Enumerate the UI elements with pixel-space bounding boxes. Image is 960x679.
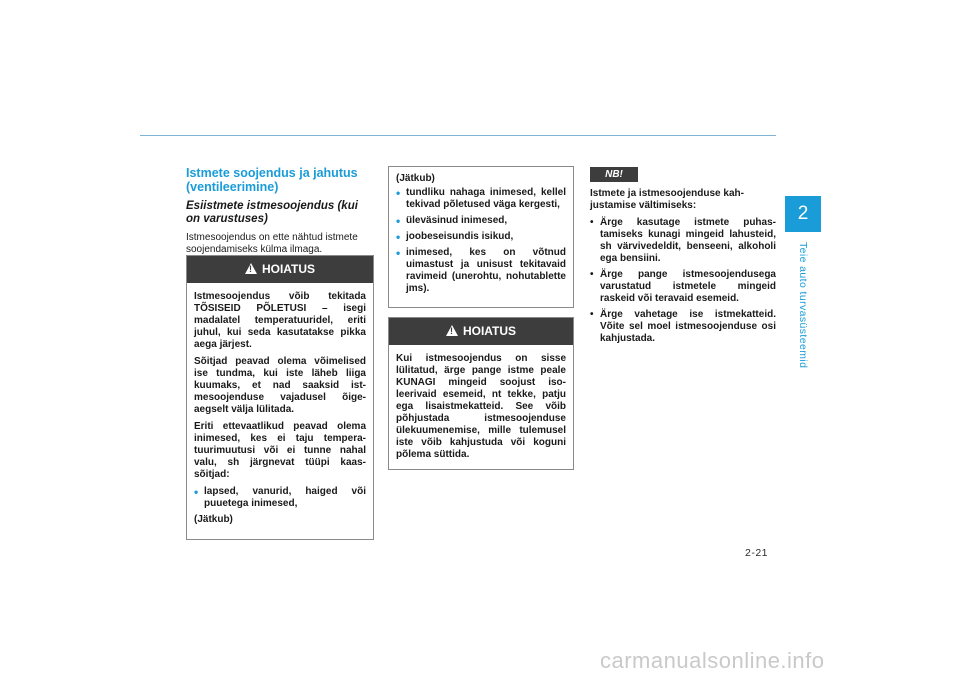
warning-header: [187, 256, 373, 283]
page-number: 2-21: [745, 547, 769, 559]
bullet-dot-icon: •: [396, 214, 401, 228]
warning-content: [389, 345, 573, 469]
warning-header-label: HOIATUS: [261, 262, 316, 276]
warning-header-label: HOIATUS: [462, 324, 517, 338]
section-subtitle: Esiistmete istmesoojendus (kui on varustuses): [186, 200, 358, 225]
continuation-label: (Jätkub): [396, 173, 435, 184]
warning-paragraph: Eriti ettevaatlikud peavad olema inimesed, kes ei taju temperatuurimuutusi või ei tunne nahal valu, sh järgnevat tüüpi kaassõitjad:: [194, 421, 366, 480]
list-item-text: üleväsinud inimesed,: [406, 215, 508, 226]
notice-badge: NB!: [590, 167, 638, 182]
list-item-text: joobeseisundis isikud,: [406, 231, 514, 242]
continuation-box: [388, 166, 574, 308]
list-item: [194, 486, 366, 510]
notice-intro: Istmete ja istmesoojenduse kahjustamise vältimiseks:: [590, 188, 744, 211]
list-item-text: Ärge vahetage ise istmekatteid. Võite sel moel istmesoojenduse osi kahjustada.: [600, 309, 776, 344]
continued-label: (Jätkub): [194, 514, 233, 525]
list-item-text: tundliku nahaga inimesed, kellel tekivad põletused väga kergesti,: [406, 187, 566, 210]
bullet-dot-icon: •: [194, 485, 199, 499]
list-item-text: Ärge pange istmesoojendusega varustatud istmetele mingeid raskeid või teravaid esemeid.: [600, 269, 776, 304]
bullet-dot-icon: •: [590, 269, 594, 280]
list-item: [396, 187, 566, 211]
top-rule: [140, 135, 776, 136]
list-item: [396, 215, 566, 227]
chapter-title: Teie auto turvasüsteemid: [797, 242, 809, 369]
list-item: [590, 217, 776, 265]
bullet-dot-icon: •: [590, 309, 594, 320]
section-title: Istmete soojendus ja jahutus (ventileerimine): [186, 166, 358, 194]
warning-box-1: [186, 255, 374, 540]
section-body: Istmesoojendus on ette nähtud istmete soojendamiseks külma ilmaga.: [186, 232, 358, 255]
warning-triangle-icon: [245, 263, 257, 274]
watermark: carmanualsonline.info: [600, 648, 825, 673]
list-item-text: Ärge kasutage istmete puhastamiseks kunagi mingeid lahusteid, sh värvivedeldit, benseeni, alkoholi ega bensiini.: [600, 217, 776, 264]
warning-content: [187, 283, 373, 539]
list-item: [590, 309, 776, 345]
warning-paragraph: Sõitjad peavad olema võimelised ise tundma, kui iste läheb liiga kuumaks, et nad saaksid istmesoojenduse vajadusel õigeaegselt välja lülitada.: [194, 356, 366, 415]
warning-triangle-icon: [446, 325, 458, 336]
notice-section: [590, 188, 776, 349]
list-item: [396, 247, 566, 295]
bullet-dot-icon: •: [590, 217, 594, 228]
list-item: [396, 231, 566, 243]
list-item: [590, 269, 776, 305]
list-item-text: lapsed, vanurid, haiged või puuetega inimesed,: [204, 486, 366, 509]
list-item-text: inimesed, kes on võtnud uimastust ja unisust tekitavaid ravimeid (unerohtu, nohutablette jms).: [406, 247, 566, 294]
chapter-tab: 2: [785, 196, 821, 232]
section-intro: [186, 166, 372, 256]
warning-box-2: [388, 317, 574, 470]
warning-paragraph: Istmesoojendus võib tekitada TÕSISEID PÕLETUSI – isegi madalatel temperatuuridel, eriti juhul, kui seda kasutatakse pikka aega järjest.: [194, 291, 366, 350]
warning-paragraph: Kui istmesoojendus on sisse lülitatud, ärge pange istme peale KUNAGI mingeid soojust isoleerivaid esemeid, nt tekke, patju ega lisaistmekatteid. See võib põhjustada istmesoojenduse ülekuumenemise, mille tulemusel iste võib kahjustuda või koguni põlema süttida.: [396, 353, 566, 460]
continuation-content: [389, 167, 573, 307]
warning-header: [389, 318, 573, 345]
bullet-dot-icon: •: [396, 246, 401, 260]
bullet-dot-icon: •: [396, 230, 401, 244]
bullet-dot-icon: •: [396, 186, 401, 200]
